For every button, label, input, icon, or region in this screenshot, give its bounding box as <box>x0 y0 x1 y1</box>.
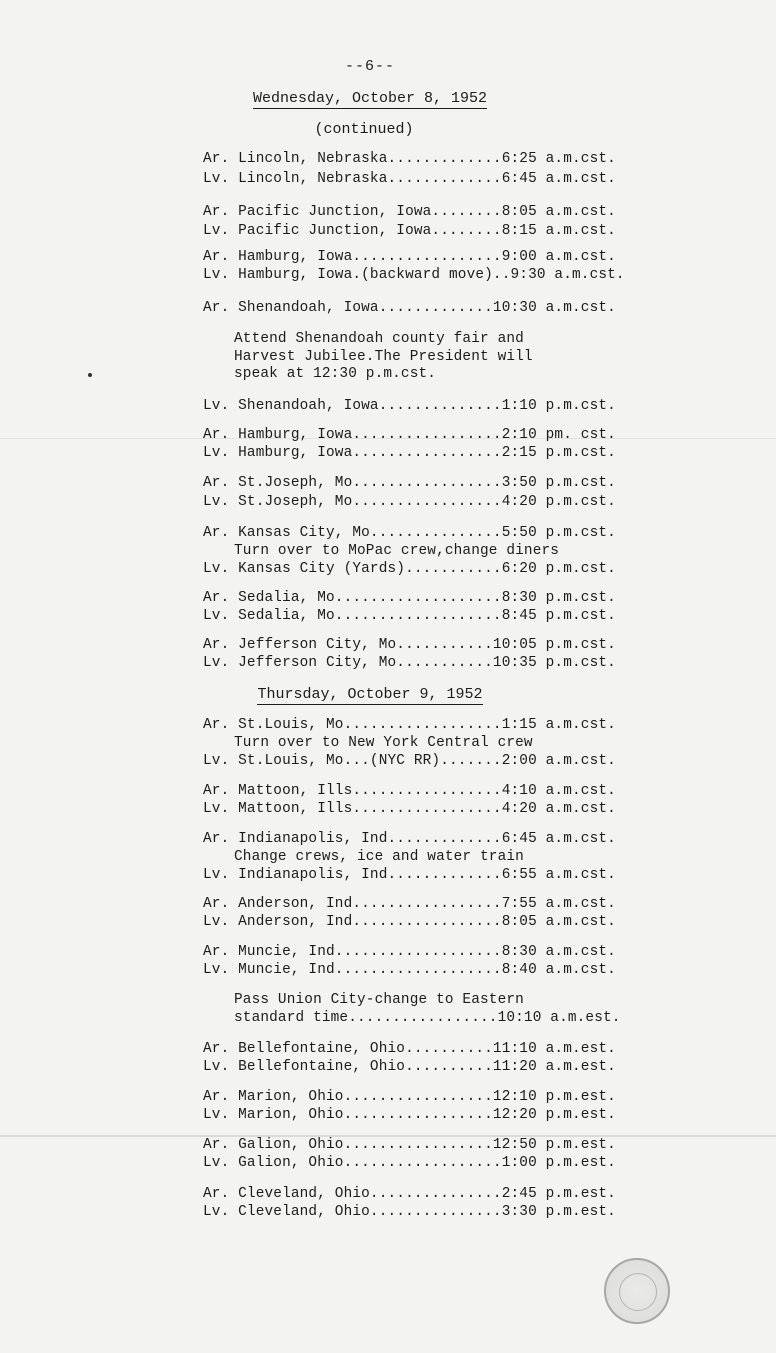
schedule-line: Lv. Marion, Ohio.................12:20 p.m.est. <box>203 1107 616 1123</box>
schedule-note: Change crews, ice and water train <box>234 849 524 865</box>
schedule-line: Ar. Anderson, Ind.................7:55 a.m.cst. <box>203 896 616 912</box>
schedule-note: Turn over to MoPac crew,change diners <box>234 543 560 559</box>
schedule-line: Lv. Pacific Junction, Iowa........8:15 a.m.cst. <box>203 223 616 239</box>
schedule-note: Pass Union City-change to Eastern <box>234 992 524 1008</box>
day-heading-wednesday: Wednesday, October 8, 1952 <box>252 90 488 107</box>
schedule-line: Ar. St.Louis, Mo..................1:15 a.m.cst. <box>203 717 616 733</box>
schedule-line: Ar. Lincoln, Nebraska.............6:25 a.m.cst. <box>203 151 616 167</box>
schedule-note: standard time.................10:10 a.m.est. <box>234 1010 621 1026</box>
schedule-line: Ar. St.Joseph, Mo.................3:50 p.m.cst. <box>203 475 616 491</box>
schedule-line: Ar. Indianapolis, Ind.............6:45 a.m.cst. <box>203 831 616 847</box>
schedule-line: Ar. Kansas City, Mo...............5:50 p.m.cst. <box>203 525 616 541</box>
library-stamp <box>604 1258 670 1324</box>
schedule-note: Harvest Jubilee.The President will <box>234 349 533 365</box>
schedule-note: Attend Shenandoah county fair and <box>234 331 524 347</box>
schedule-line: Ar. Sedalia, Mo...................8:30 p.m.cst. <box>203 590 616 606</box>
schedule-note: Turn over to New York Central crew <box>234 735 533 751</box>
schedule-line: Lv. Hamburg, Iowa.................2:15 p.m.cst. <box>203 445 616 461</box>
schedule-line: Lv. Cleveland, Ohio...............3:30 p.m.est. <box>203 1204 616 1220</box>
schedule-line: Ar. Muncie, Ind...................8:30 a.m.cst. <box>203 944 616 960</box>
schedule-line: Ar. Shenandoah, Iowa.............10:30 a.m.cst. <box>203 300 616 316</box>
schedule-line: Ar. Jefferson City, Mo...........10:05 p.m.cst. <box>203 637 616 653</box>
schedule-note: speak at 12:30 p.m.cst. <box>234 366 437 382</box>
stamp-inner-ring <box>619 1273 657 1311</box>
schedule-line: Ar. Pacific Junction, Iowa........8:05 a.m.cst. <box>203 204 616 220</box>
schedule-line: Lv. Anderson, Ind.................8:05 a.m.cst. <box>203 914 616 930</box>
day-heading-thursday: Thursday, October 9, 1952 <box>257 686 483 703</box>
schedule-line: Lv. Kansas City (Yards)...........6:20 p.m.cst. <box>203 561 616 577</box>
schedule-line: Ar. Mattoon, Ills.................4:10 a.m.cst. <box>203 783 616 799</box>
schedule-line: Ar. Cleveland, Ohio...............2:45 p.m.est. <box>203 1186 616 1202</box>
schedule-line: Lv. Indianapolis, Ind.............6:55 a.m.cst. <box>203 867 616 883</box>
schedule-line: Lv. Hamburg, Iowa.(backward move)..9:30 a.m.cst. <box>203 267 625 283</box>
schedule-line: Ar. Galion, Ohio.................12:50 p.m.est. <box>203 1137 616 1153</box>
schedule-line: Lv. Mattoon, Ills.................4:20 a.m.cst. <box>203 801 616 817</box>
schedule-line: Ar. Hamburg, Iowa.................9:00 a.m.cst. <box>203 249 616 265</box>
schedule-line: Lv. Sedalia, Mo...................8:45 p.m.cst. <box>203 608 616 624</box>
schedule-line: Lv. St.Joseph, Mo.................4:20 p.m.cst. <box>203 494 616 510</box>
stray-mark <box>88 373 92 377</box>
schedule-line: Lv. St.Louis, Mo...(NYC RR).......2:00 a.m.cst. <box>203 753 616 769</box>
schedule-line: Ar. Bellefontaine, Ohio..........11:10 a.m.est. <box>203 1041 616 1057</box>
schedule-line: Lv. Lincoln, Nebraska.............6:45 a.m.cst. <box>203 171 616 187</box>
continued-label: (continued) <box>314 121 414 138</box>
schedule-line: Lv. Jefferson City, Mo...........10:35 p.m.cst. <box>203 655 616 671</box>
schedule-line: Lv. Shenandoah, Iowa..............1:10 p.m.cst. <box>203 398 616 414</box>
page-number: --6-- <box>344 58 395 75</box>
schedule-line: Ar. Marion, Ohio.................12:10 p.m.est. <box>203 1089 616 1105</box>
schedule-line: Lv. Galion, Ohio..................1:00 p.m.est. <box>203 1155 616 1171</box>
schedule-line: Lv. Bellefontaine, Ohio..........11:20 a.m.est. <box>203 1059 616 1075</box>
schedule-line: Lv. Muncie, Ind...................8:40 a.m.cst. <box>203 962 616 978</box>
schedule-line: Ar. Hamburg, Iowa.................2:10 pm. cst. <box>203 427 616 443</box>
